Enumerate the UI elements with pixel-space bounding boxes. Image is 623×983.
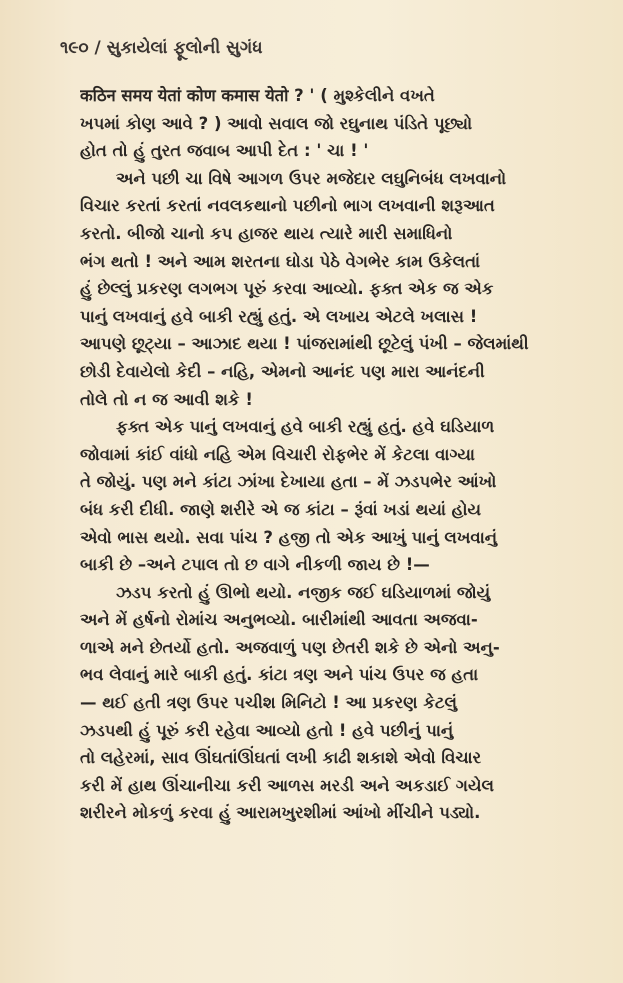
text-line: ઝડપથી હું પૂરું કરી રહેવા આવ્યો હતો ! હવે પછીનું પાનું bbox=[80, 720, 454, 740]
running-header: ૧૯૦ / સુકાયેલાં ફૂલોની સુગંધ bbox=[60, 38, 263, 58]
text-line: વિચાર કરતાં કરતાં નવલકથાનો પછીનો ભાગ લખવાની શરૂઆત bbox=[80, 196, 495, 216]
text-line: જોવામાં કાંઈ વાંધો નહિ એમ વિચારી રોફભેર મેં કેટલા વાગ્યા bbox=[80, 444, 475, 464]
text-line: ઝડપ કરતો હું ઊભો થયો. નજીક જઈ ઘડિયાળમાં જોયું bbox=[116, 582, 491, 602]
text-line: — થઈ હતી ત્રણ ઉપર પચીશ મિનિટો ! આ પ્રકરણ કેટલું bbox=[80, 693, 457, 713]
text-line: આપણે છૂટ્યા – આઝાદ થયા ! પાંજરામાંથી છૂટેલું પંખી – જેલમાંથી bbox=[80, 334, 529, 354]
paragraph-1 bbox=[80, 82, 600, 165]
text-line: ફક્ત એક પાનું લખવાનું હવે બાકી રહ્યું હતું. હવે ઘડિયાળ bbox=[116, 417, 495, 437]
text-line: તોલે તો ન જ આવી શકે ! bbox=[80, 389, 253, 409]
paragraph-4 bbox=[80, 579, 600, 827]
text-line: બંધ કરી દીધી. જાણે શરીરે એ જ કાંટા – રૂંવાં ખડાં થયાં હોય bbox=[80, 499, 482, 519]
text-line: ભંગ થતો ! અને આમ શરતના ઘોડા પેઠે વેગભેર કામ ઉકેલતાં bbox=[80, 251, 481, 271]
text-line: કરતો. બીજો ચાનો કપ હાજર થાય ત્યારે મારી સમાધિનો bbox=[80, 223, 453, 243]
text-line: બાકી છે –અને ટપાલ તો છ વાગે નીકળી જાય છે !— bbox=[80, 555, 430, 575]
body-text bbox=[80, 82, 600, 827]
text-line: એવો ભાસ થયો. સવા પાંચ ? હજી તો એક આખું પાનું લખવાનું bbox=[80, 527, 498, 547]
text-line: ળાએ મને છેતર્યો હતો. અજવાળું પણ છેતરી શકે છે એનો અનુ- bbox=[80, 637, 500, 657]
paragraph-3 bbox=[80, 413, 600, 579]
text-line: ખપમાં કોણ આવે ? ) આવો સવાલ જો રઘુનાથ પંડિતે પૂછ્યો bbox=[80, 113, 473, 133]
text-line: कठिन समय येतां कोण कमास येतो ? ' ( મુશ્કેલીને વખતે bbox=[80, 86, 435, 105]
text-line: કરી મેં હાથ ઊંચાનીચા કરી આળસ મરડી અને અકડાઈ ગયેલ bbox=[80, 775, 494, 795]
paragraph-2 bbox=[80, 165, 600, 413]
text-line: પાનું લખવાનું હવે બાકી રહ્યું હતું. એ લખાય એટલે ખલાસ ! bbox=[80, 306, 478, 326]
text-line: ભવ લેવાનું મારે બાકી હતું. કાંટા ત્રણ અને પાંચ ઉપર જ હતા bbox=[80, 665, 479, 685]
text-line: અને પછી ચા વિષે આગળ ઉપર મજેદાર લઘુનિબંધ લખવાનો bbox=[116, 168, 507, 188]
text-line: શરીરને મોકળું કરવા હું આરામખુરશીમાં આંખો મીંચીને પડ્યો. bbox=[80, 803, 481, 823]
text-line: હું છેલ્લું પ્રકરણ લગભગ પૂરું કરવા આવ્યો. ફક્ત એક જ એક bbox=[80, 279, 494, 299]
text-line: તે જોયું. પણ મને કાંટા ઝાંખા દેખાયા હતા – મેં ઝડપભેર આંખો bbox=[80, 472, 497, 492]
text-line: અને મેં હર્ષનો રોમાંચ અનુભવ્યો. બારીમાંથી આવતા અજવા- bbox=[80, 610, 478, 630]
text-line: તો લહેરમાં, સાવ ઊંઘતાંઊંઘતાં લખી કાઢી શકાશે એવો વિચાર bbox=[80, 748, 482, 768]
text-line: છોડી દેવાયેલો કેદી – નહિ, એમનો આનંદ પણ મારા આનંદની bbox=[80, 361, 485, 381]
text-line: હોત તો હું તુરત જવાબ આપી દેત : ' ચા ! ' bbox=[80, 141, 369, 161]
